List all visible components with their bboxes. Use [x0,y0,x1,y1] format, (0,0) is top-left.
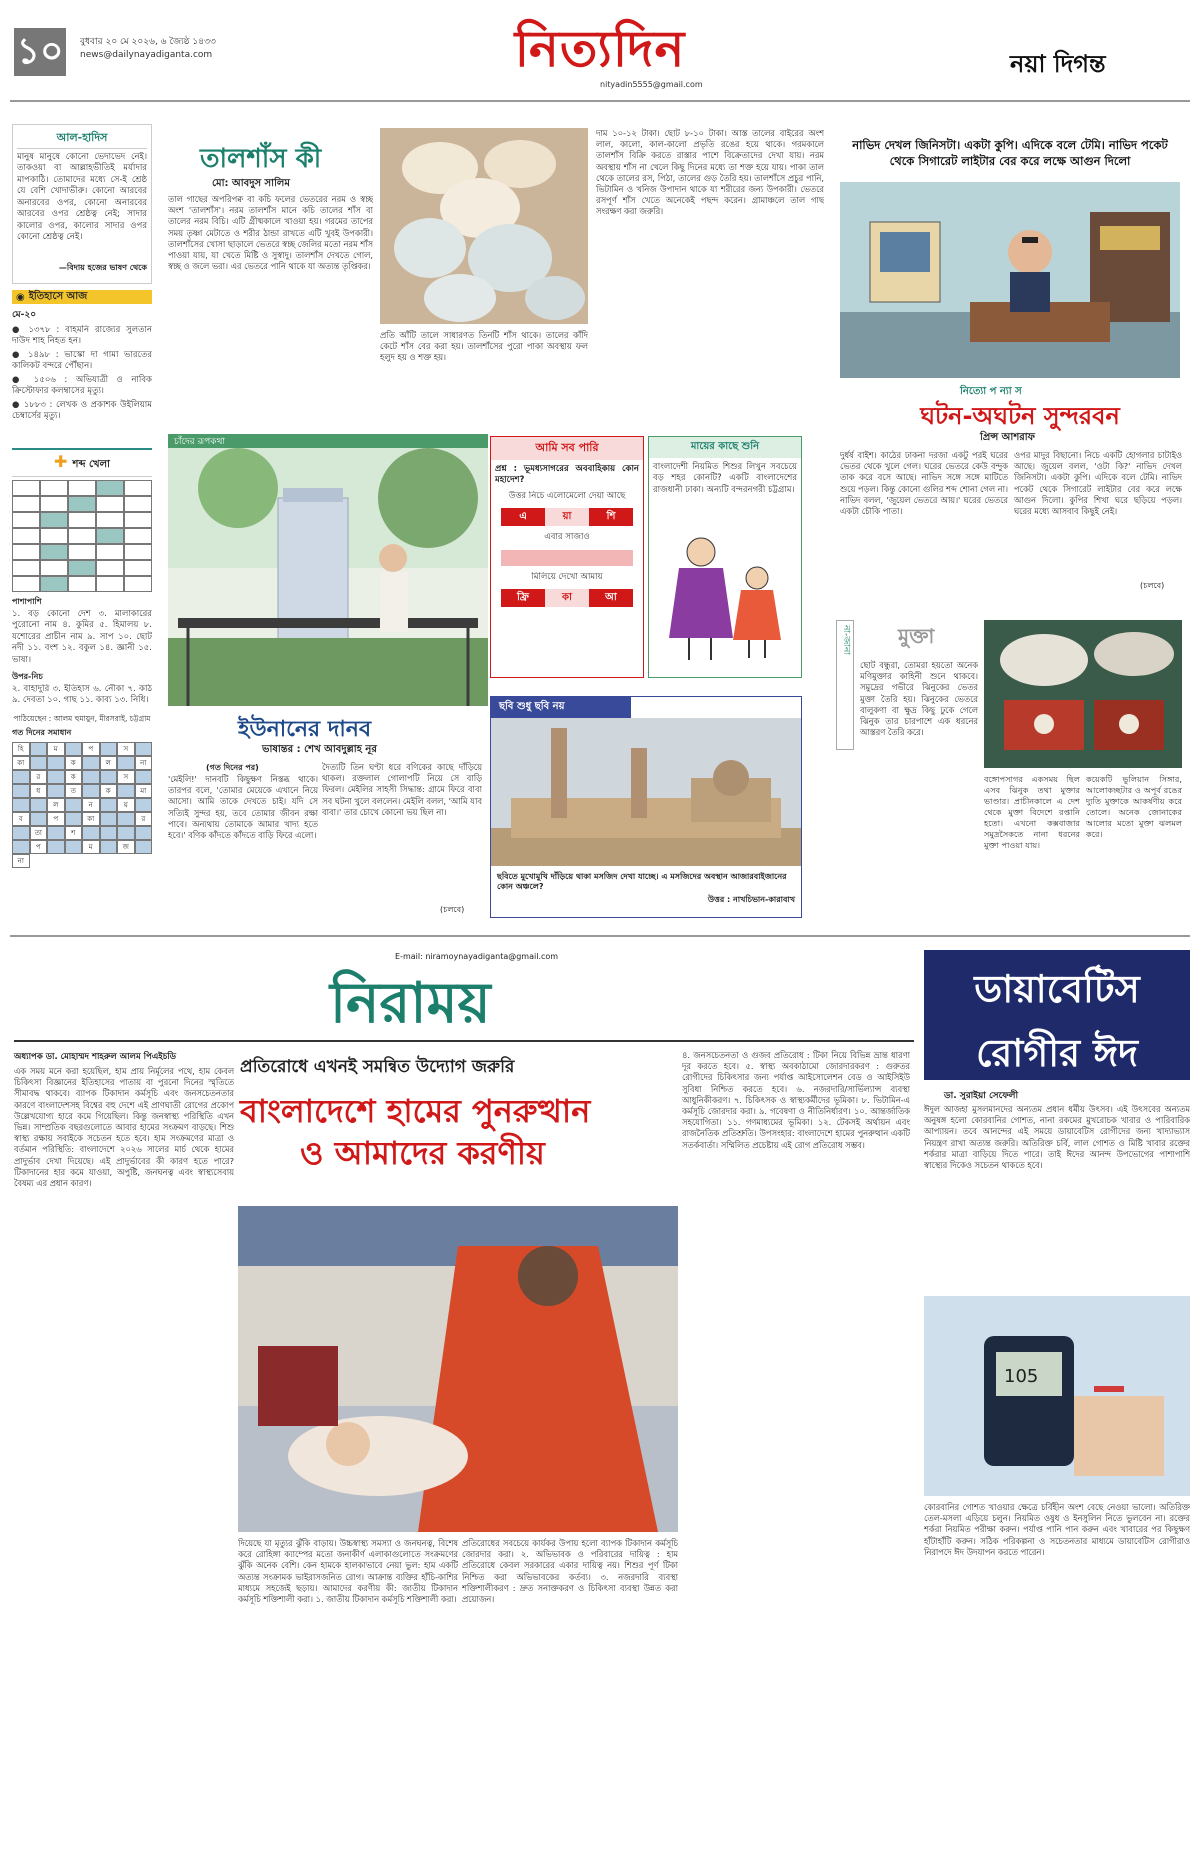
solution-cell [30,812,48,826]
niramoy-kicker: প্রতিরোধে এখনই সমন্বিত উদ্যোগ জরুরি [240,1057,515,1077]
photo-quiz-caption: ছবিতে মুখোমুখি দাঁড়িয়ে থাকা মসজিদ দেখা যাচ্ছে। এ মসজিদের অবস্থান আজারবাইজানের কোন অঞ্চলে? [497,872,787,892]
crossword-cell[interactable] [96,496,124,512]
crossword-cell [68,496,96,512]
quiz-letter[interactable]: এ [501,508,545,526]
hadith-box [12,124,152,284]
paper-logo: নয়া দিগন্ত [1010,50,1106,78]
niramoy-col-4: ৪. জনসচেতনতা ও গুজব প্রতিরোধ : টিকা নিয়ে বিভিন্ন ভ্রান্ত ধারণা দূর করতে হবে। ৫. স্বাস্থ্য অবকাঠামো জোরদারকরণ : গুরুতর রোগীদের চিকিৎসার জন্য পর্যাপ্ত আইসোলেশন বেড ও আইসিইউ সুবিধা নিশ্চিত করতে হবে। ৬. নজরদারি/সার্ভিল্যান্স ব্যবস্থা আধুনিকীকরণ। ৭. চিকিৎসক ও স্বাস্থ্যকর্মীদের ভূমিকা। ৮. ভিটামিন-এ কর্মসূচি জোরদার করা। ৯. গবেষণা ও নীতিনির্ধারণ। ১০. আন্তর্জাতিক সহযোগিতা। ১১. গণমাধ্যমের ভূমিকা। ১২. টেকসই অর্থায়ন এবং রাজনৈতিক প্রতিশ্রুতি। উপসংহার: বাংলাদেশে হামের পুনরুত্থান একটি সতর্কবার্তা। সম্মিলিত প্রচেষ্টায় এই রোগ প্রতিরোধ সম্ভব। [682,1050,910,1150]
talshas-title: তালশাঁস কী [200,144,322,174]
history-item: ● ১৩৭৮ : বাহমনি রাজ্যের সুলতান দাউদ শাহ নিহত হন। [12,325,152,347]
pearl-title: মুক্তা [898,624,935,648]
quiz-letter[interactable]: আ [589,589,633,607]
crossword-cell[interactable] [12,480,40,496]
quiz-letters-row-1[interactable] [501,508,633,526]
solution-cell: ক [65,770,83,784]
talshas-text-2: প্রতি আঁটি তালে সাধারণত তিনটি শাঁস থাকে। তালের কাঁদি কেটে শাঁস বের করা হয়। তালশাঁসের পুরো পাকা অবস্থায় ফল হলুদ হয় ও শক্ত হয়। [380,330,588,363]
solution-cell: তা [30,826,48,840]
solution-cell [135,840,153,854]
crossword-cell[interactable] [40,496,68,512]
story-prev: (গত দিনের পর) [206,763,259,772]
diabetes-text-2: কোরবানির গোশত খাওয়ার ক্ষেত্রে চর্বিহীন অংশ বেছে নেওয়া ভালো। অতিরিক্ত তেল-মসলা এড়িয়ে চলুন। নিয়মিত ওষুধ ও ইনসুলিন নিতে ভুলবেন না। রক্তের শর্করা নিয়মিত পরীক্ষা করুন। পর্যাপ্ত পানি পান করুন এবং খাবারের পর কিছুক্ষণ হাঁটাহাঁটি করুন। সঠিক পরিকল্পনা ও সচেতনতার মাধ্যমে ডায়াবেটিস রোগীরাও নিরাপদে ঈদ উদযাপন করতে পারেন। [924,1502,1190,1557]
crossword-cell[interactable] [12,528,40,544]
story-tag: চাঁদের রূপকথা [168,434,488,448]
hadith-source: —বিদায় হজের ভাষণ থেকে [58,263,147,272]
quiz-hint-1: উত্তর নিচে এলোমেলো দেয়া আছে [508,490,626,501]
novel-caption: নাভিদ দেখল জিনিসটা। একটা কুপি। এদিকে বলে টেমি। নাভিদ পকেট থেকে সিগারেট লাইটার বের করে লক্ষে আগুন দিলো [852,138,1168,168]
solution-title: গত দিনের সমাধান [12,728,72,738]
crossword-cell[interactable] [96,544,124,560]
crossword-sender: পাঠিয়েছেন : আলম হুমায়ুন, মীরসরাই, চট্টগ্রাম [13,714,151,723]
crossword-cell[interactable] [96,560,124,576]
hadith-text: মানুষ মানুষে কোনো ভেদাভেদ নেই। তাকওয়া বা আল্লাহভীতিই মর্যাদার মাপকাঠি। তোমাদের মধ্যে সে-ই শ্রেষ্ঠ যে বেশি খোদাভীরু। কোনো আরবের অনারবের ওপর, কোনো অনারবের আরবের ওপর শ্রেষ্ঠত্ব নেই; সাদার কালোর ওপর, কালোর সাদার ওপর কোনো শ্রেষ্ঠত্ব নেই। [17,152,147,243]
hadith-title: আল-হাদিস [17,129,147,149]
novel-text-1: দুর্ধর্ষ বাইশ। কাঠের ঢাকনা দরজা একটু পরই ঘরের ভেতর থেকে খুলে গেল। ঘরের ভেতরে কেউ বন্দুক তাক করে বসে আছে। নাভিদ সঙ্গে সঙ্গে মাটিতে শুয়ে পড়ল। কিন্তু কোনো গুলির শব্দ শোনা গেল না। নাভিদ বলল, 'জুয়েল ভেতরে আয়।' ঘরের ভেতরে একটা চৌকি পাতা। [840,450,1008,516]
solution-cell [47,840,65,854]
crossword-section [12,448,152,868]
talshas-text-3: দাম ১০-১২ টাকা। ছোট ৮-১০ টাকা। আস্ত তালের বাইরের অংশ লাল, কালো, কাল-কালো প্রভৃতি রঙের হয়ে থাকে। গরমকালে তালশাঁস বিক্রি করতে রাস্তার পাশে বিক্রেতাদের দেখা যায়। নরম অবস্থায় শাঁস না খেলে কিছু দিনের মধ্যে তা শক্ত হয়ে যায়। পাকা তাল থেকে তালের রস, পিঠা, তালের গুড় তৈরি হয়। তালশাঁসে প্রচুর পানি, ভিটামিন ও খনিজ উপাদান থাকে যা শরীরের জন্য উপকারী। ভেতরে রসপূর্ণ শাঁস খেতে অনেকেই পছন্দ করেন। গ্রামাঞ্চলে তাল গাছ সংরক্ষণ করা জরুরি। [596,128,824,217]
history-section [12,290,152,440]
story-illustration [168,448,488,706]
solution-cell [12,798,30,812]
history-title: ইতিহাসে আজ [28,290,88,302]
page-date: বুধবার ২০ মে ২০২৬, ৬ জ্যৈষ্ঠ ১৪৩৩ [80,37,216,47]
diabetes-title-2: রোগীর ঈদ [975,1031,1139,1075]
mosque-photo [491,718,801,866]
solution-cell: ম [82,840,100,854]
crossword-cell[interactable] [96,576,124,592]
solution-cell [47,784,65,798]
novel-continue: (চলবে) [1140,581,1165,590]
history-item: ● ১৮৮৩ : লেখক ও প্রকাশক উইলিয়াম চেম্বার্সের মৃত্যু। [12,399,152,422]
crossword-cell[interactable] [124,480,152,496]
crossword-cell[interactable] [124,528,152,544]
solution-cell [65,798,83,812]
pearl-text-3: কয়েকটি ভুলিয়ান সিঙ্গার, আলোকচ্ছটার ও অপূর্ব রঙের দ্যুতি মুক্তাকে আকর্ষণীয় করে তোলে। অনেক জোনাকের আলোর মতো মুক্তা ঝলমল করে। [1086,774,1182,840]
niramoy-author: অধ্যাপক ডা. মোহাম্মদ শাহরুল আলম পিএইচডি [14,1052,177,1062]
crossword-cell [40,512,68,528]
history-item: ● ১৫০৬ : অভিযাত্রী ও নাবিক ক্রিস্টোফার কলম্বাসের মৃত্যু। [12,374,152,397]
solution-cell [82,784,100,798]
niramoy-col-1: এক সময় মনে করা হয়েছিল, হাম প্রায় নির্মূলের পথে, হাম কেবল চিকিৎসা বিজ্ঞানের ইতিহাসের পাতায় বা পুরনো দিনের স্মৃতিতে সীমাবদ্ধ থাকবে। ব্যাপক টিকাদান কর্মসূচি এবং জনসচেতনতার কারণে বাংলাদেশসহ বিশ্বের বহু দেশে এই প্রাণঘাতী রোগের প্রকোপ উল্লেখযোগ্য হারে কমে গিয়েছিল। কিন্তু জনস্বাস্থ্য পরিস্থিতি এখন ভিন্ন। সাম্প্রতিক বছরগুলোতে আবার হামের সংক্রমণ বাড়ছে। শিশু স্বাস্থ্য রক্ষায় সবাইকে সচেতন হতে হবে। হাম সংক্রমণের মাত্রা ও বর্তমান পরিস্থিতি: বাংলাদেশে ২০২৬ সালের মার্চ থেকে হামের প্রাদুর্ভাব দেখা দিয়েছে। এই প্রাদুর্ভাবের কী কারণ হতে পারে? টিকাদানের হার কমে যাওয়া, অপুষ্টি, জনঘনত্ব এবং স্বাস্থ্যসেবায় বৈষম্য এর প্রধান কারণ। [14,1066,234,1188]
solution-cell: শ [65,826,83,840]
novel-author: প্রিন্স আশরাফ [980,432,1035,443]
quiz-tag: আমি সব পারি [491,437,643,460]
niramoy-headline-1: বাংলাদেশে হামের পুনরুত্থান [240,1092,591,1130]
solution-cell: প [47,812,65,826]
solution-cell: র [30,770,48,784]
story-translator: ভাষান্তর : শেখ আবদুল্লাহ নূর [262,744,377,755]
solution-cell [117,812,135,826]
story-text-2: দৈত্যটি তিন ঘণ্টা ধরে বণিকের কাছে দাঁড়িয়ে থাকল। রক্তলাল গোলাপটি নিয়ে সে বাড়ি ফিরল। মেইলির সাহসী সিদ্ধান্ত: গ্রামে ফিরে বাবা সব ঘটনা খুলে বললেন। মেইলি বলল, 'আমি যাব বাবা।' তার চোখে কোনো ভয় ছিল না। [322,762,482,817]
quiz-letters-row-2[interactable] [501,589,633,607]
across-title: পাশাপাশি [12,597,42,606]
solution-cell: ক [100,784,118,798]
solution-cell [117,784,135,798]
solution-cell: ম [47,742,65,756]
diabetes-text-1: ঈদুল আজহা মুসলমানদের অন্যতম প্রধান ধর্মীয় উৎসব। এই উৎসবের অন্যতম অনুষঙ্গ হলো কোরবানির গোশত, নানা রকমের মুখরোচক খাবার ও পারিবারিক আপ্যায়ন। তবে আনন্দের এই সময়ে ডায়াবেটিস রোগীদের জন্য খাদ্যাভ্যাস নিয়ন্ত্রণ রাখা অত্যন্ত জরুরি। অতিরিক্ত চর্বি, লাল গোশত ও মিষ্টি খাবার রক্তের শর্করার মাত্রা বাড়িয়ে দিতে পারে। তাই ঈদের আনন্দ উপভোগের পাশাপাশি স্বাস্থ্যের দিকেও সচেতন থাকতে হবে। [924,1104,1190,1170]
crossword-cell[interactable] [12,560,40,576]
crossword-cell[interactable] [68,544,96,560]
solution-cell: ত [65,784,83,798]
solution-cell [100,798,118,812]
history-item: ● ১৪৯৮ : ভাস্কো দা গামা ভারতের কালিকট বন্দরে পৌঁছান। [12,349,152,372]
solution-cell [65,840,83,854]
talshas-photo [380,128,588,324]
solution-cell [82,756,100,770]
crossword-cell[interactable] [40,480,68,496]
photo-quiz-answer: উত্তর : নাখচিভান-কারাবাখ [707,894,795,904]
crossword-cell[interactable] [40,528,68,544]
crossword-cell[interactable] [12,512,40,528]
solution-cell: ল [100,756,118,770]
crossword-cell [40,544,68,560]
solution-cell [82,826,100,840]
section-email[interactable]: nityadin5555@gmail.com [600,80,703,89]
crossword-cell[interactable] [68,528,96,544]
solution-cell [30,798,48,812]
talshas-text-1: তাল গাছের অপরিপক্ব বা কচি ফলের ভেতরের নরম ও স্বচ্ছ অংশ 'তালশাঁস'। নরম তালশাঁস মানে কচি তালের শাঁস বা তালের নরম বিচি। এটি গ্রীষ্মকালে খাওয়া হয়। গরমের তাপের সময় তৃষ্ণা মেটাতে ও শরীর ঠান্ডা রাখতে এটি খুবই উপকারী। তালশাঁসের খোসা ছাড়ালে ভেতরে স্বচ্ছ জেলির মতো নরম শাঁস পাওয়া যায়, যা খেতে মিষ্টি ও সুস্বাদু। তালশাঁস দেখতে গোল, স্বচ্ছ ও জলে ভরা। এর ভেতরে পানি থাকে যা অত্যন্ত তৃপ্তিকর। [168,194,373,272]
quiz-hint-3: মিলিয়ে দেখো আমায় [531,571,603,582]
mother-tag: মায়ের কাছে শুনি [649,437,801,458]
niramoy-photo [238,1206,678,1532]
mother-box [648,436,802,678]
quiz-letter[interactable]: য়া [545,508,589,526]
solution-cell [135,826,153,840]
solution-cell [117,826,135,840]
solution-cell: না [12,854,30,868]
solution-cell: ব [12,812,30,826]
history-icon: ◉ [16,291,25,303]
crossword-cell[interactable] [124,560,152,576]
solution-cell [47,756,65,770]
crossword-title: শব্দ খেলা [72,459,110,470]
solution-cell [82,770,100,784]
quiz-hint-2: এবার সাজাও [544,532,590,543]
crossword-cell[interactable] [68,576,96,592]
solution-cell: হি [12,742,30,756]
history-date: মে-২০ [12,310,37,320]
solution-cell: ক [65,756,83,770]
diabetes-author: ডা. সুরাইয়া সেফেলী [944,1091,1019,1101]
solution-cell: প [30,840,48,854]
solution-cell: প [82,742,100,756]
niramoy-divider [14,1040,914,1042]
solution-cell [100,840,118,854]
novel-tag: নিত্যো প ন্যা স [960,386,1022,397]
solution-cell [30,742,48,756]
solution-cell: স [117,742,135,756]
solution-cell: ন [82,798,100,812]
solution-cell: না [135,756,153,770]
niramoy-col-3: প্রতিরোধের সবচেয়ে কার্যকর উপায় হলো ব্যাপক টিকাদান কর্মসূচি জোরদার করা। ২. অভিভাবক ও পরিবারের দায়িত্ব : হাম প্রতিরোধে কেবল সরকারের একার দায়িত্ব নয়। শিশুর পূর্ণ টিকা নিশ্চিত করা অভিভাবকের কর্তব্য। ৩. নজরদারি ব্যবস্থা শক্তিশালীকরণ : দ্রুত সনাক্তকরণ ও চিকিৎসা ব্যবস্থা উন্নত করা প্রয়োজন। [462,1538,678,1604]
solution-cell [135,742,153,756]
solution-cell [30,756,48,770]
svg-text:105: 105 [1004,1366,1039,1387]
niramoy-col-2: দিয়েছে যা মৃত্যুর ঝুঁকি বাড়ায়। উচ্চস্বাস্থ্য সমস্যা ও জনঘনত্ব, বিশেষ করে রোহিঙ্গা ক্যাম্পের মতো জনাকীর্ণ এলাকাগুলোতে সংক্রমণের ঝুঁকি অনেক বেশি। কেন হামকে হালকাভাবে নেয়া ভুল: হাম একটি অত্যন্ত সংক্রামক ভাইরাসজনিত রোগ। আক্রান্ত ব্যক্তির হাঁচি-কাশির মাধ্যমে সহজেই ছড়ায়। আমাদের করণীয় কী: জাতীয় টিকাদান কর্মসূচি শক্তিশালী করা। ১. জাতীয় টিকাদান কর্মসূচি শক্তিশালী করা। [238,1538,458,1604]
solution-cell [117,756,135,770]
crossword-cell [96,528,124,544]
page-email[interactable]: news@dailynayadiganta.com [80,50,213,60]
solution-cell: জ [117,840,135,854]
talshas-author: মো: আবদুস সালিম [212,178,290,189]
diabetes-title-box [924,950,1190,1080]
solution-cell [12,784,30,798]
photo-quiz-tag: ছবি শুধু ছবি নয় [491,697,631,718]
solution-cell [100,812,118,826]
page-number: ১০ [14,28,66,76]
quiz-letter[interactable]: শি [589,508,633,526]
pearl-text-1: ছোট বন্ধুরা, তোমরা হয়তো অনেক মণিমুক্তার কাহিনী শুনে থাকবে। সমুদ্রের গভীরে ঝিনুকের ভেতর মুক্তা তৈরি হয়। ঝিনুকের ভেতরে বালুকণা বা ক্ষুদ্র কিছু ঢুকে গেলে ঝিনুক তার চারপাশে এক ধরনের আস্তরণ তৈরি করে। [860,660,978,738]
solution-cell [135,770,153,784]
solution-cell: কা [82,812,100,826]
crossword-cell [68,560,96,576]
story-continue: (চলবে) [440,905,465,914]
niramoy-title: নিরাময় [330,970,491,1036]
solution-cell [12,770,30,784]
quiz-letter[interactable]: ফ্রি [501,589,545,607]
solution-cell [12,826,30,840]
crossword-cell[interactable] [12,576,40,592]
story-title: ইউনানের দানব [238,717,372,742]
story-text-1: 'মেইলি!' দানবটি কিছুক্ষণ নিস্তব্ধ থাকে। তারপর বলে, 'তোমার মেয়েকে এখানে নিয়ে আসো। আমি তাকে দেখতে চাই। যদি সে সত্যিই সুন্দর হয়, তবে তোমার জীবন রক্ষা পাবে। অন্যথায় তোমাকে আমার খাদ্য হতে হবে।' বণিক কাঁদতে কাঁদতে বাড়ি ফিরে এলো। [168,774,318,840]
mother-illustration [649,518,801,668]
pearl-text-2: বঙ্গোপসাগর একসময় ছিল এসব ঝিনুক তথা মুক্তার ভাণ্ডার। প্রাচীনকালে এ দেশ থেকে মুক্তা বিদেশে রপ্তানি হতো। এখনো কক্সবাজার সমুদ্রসৈকতে নানা ধরনের মুক্তা পাওয়া যায়। [984,774,1080,851]
mother-text: বাংলাদেশী নিয়মিত শিশুর লিখুন সবচেয়ে বড় শহর কোনটি? একটি বাংলাদেশের রাজধানী ঢাকা। অন্যটি বন্দরনগরী চট্টগ্রাম। [653,462,797,495]
diabetes-photo [924,1296,1190,1496]
crossword-cell[interactable] [96,512,124,528]
pearl-photo [984,620,1182,768]
solution-cell: র [135,812,153,826]
crossword-cell[interactable] [68,480,96,496]
history-list [12,325,152,425]
photo-quiz-box [490,696,802,918]
across-text: ১. বড় কোনো দেশ ৩. মালাকারের পুরোনো নাম ৪. কুমির ৫. হিমালয় ৮. যশোরের প্রাচীন নাম ৯. সাপ ১০. ছোট নদী ১১. বংশ ১২. বকুল ১৪. জ্ঞানী ১৫. ভাষা। [12,609,152,665]
quiz-letter[interactable]: কা [545,589,589,607]
crossword-cell[interactable] [68,512,96,528]
solution-cell: ল [47,798,65,812]
novel-text-2: ওপর মাদুর বিছানো। নিচে একটি হোগলার চাটাইও আছে। জুয়েল বলল, 'ওটা কি?' নাভিদ দেখল জিনিসটা। একটা কুপি। এদিকে বলে টেমি। নাভিদ পকেট থেকে সিগারেট লাইটার বের করে লক্ষে আগুন দিলো। কুপির শিখা ঘরে ছড়িয়ে পড়ল। ঘরের মধ্যে আসবাব কিছুই নেই। [1014,450,1182,516]
solution-cell [65,812,83,826]
solution-cell: কা [12,756,30,770]
solution-cell [47,770,65,784]
solution-grid [12,742,152,868]
quiz-answer-slot[interactable] [501,550,633,566]
solution-cell [12,840,30,854]
solution-cell: মা [135,784,153,798]
niramoy-headline-2: ও আমাদের করণীয় [300,1134,545,1172]
quiz-box [490,436,644,678]
crossword-cell[interactable] [12,544,40,560]
solution-cell: ধ [30,784,48,798]
section-title: নিত্যদিন [514,19,686,78]
crossword-cell[interactable] [124,496,152,512]
crossword-cell [96,480,124,496]
pearl-side-tag [836,620,854,750]
solution-cell [100,742,118,756]
novel-title: ঘটন-অঘটন সুন্দরবন [920,402,1120,430]
solution-cell [135,798,153,812]
solution-cell [47,826,65,840]
novel-illustration [840,182,1180,378]
solution-cell: স [117,770,135,784]
solution-cell [100,826,118,840]
crossword-cell[interactable] [124,544,152,560]
crossword-cell[interactable] [124,512,152,528]
crossword-cell[interactable] [124,576,152,592]
pearl-side-label: না-জানা [841,625,851,655]
crossword-grid[interactable] [12,480,152,592]
solution-cell: য় [117,798,135,812]
crossword-cell[interactable] [40,560,68,576]
crossword-icon: ✚ [54,452,68,471]
solution-cell [65,742,83,756]
down-text: ২. বাহাদুরি ৩. ইতিহাস ৬. নৌকা ৭. কাঠ ৯. দেবতা ১০. গাছ ১১. কাব্য ১৩. নিধি। [12,684,152,706]
diabetes-title-1: ডায়াবেটিস [974,967,1140,1011]
crossword-cell [40,576,68,592]
quiz-question: প্রশ্ন : ভূমধ্যসাগরের অববাহিকায় কোন মহাদেশ? [495,464,639,486]
niramoy-email[interactable]: E-mail: niramoynayadiganta@gmail.com [395,952,559,961]
solution-cell [100,770,118,784]
down-title: উপর-নিচ [12,672,43,681]
crossword-cell[interactable] [12,496,40,512]
